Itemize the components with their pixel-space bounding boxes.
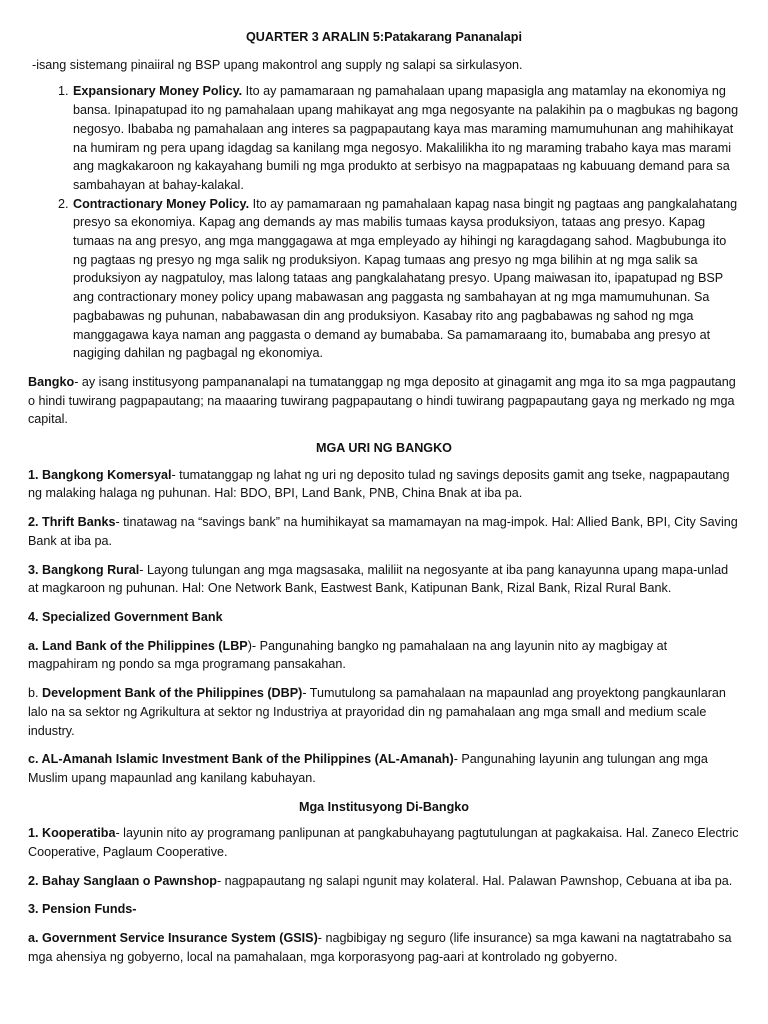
komersyal-paragraph <box>28 466 740 503</box>
page-title: QUARTER 3 ARALIN 5:Patakarang Pananalapi <box>246 30 522 44</box>
gsis-paragraph <box>28 929 740 966</box>
kooperatiba-text: - layunin nito ay programang panlipunan at pangkabuhayang pagtutulungan at pagkakaisa. Hal. Zaneco Electric Cooperative, Paglaum Cooperative. <box>28 826 739 860</box>
policy-text: Ito ay pamamaraan ng pamahalaan upang mapasigla ang matamlay na ekonomiya ng bansa. Ipinapatupad ito ng pamahalaan upang mahikayat ang mga negosyante na palakihin pa o magbukas ng bagong negosyo. Ibababa ng pamahalaan ang interes sa pagpapautang kaya mas maraming mamumuhunan ang mahihikayat na humiram ng pera upang idagdag sa kanilang mga negosyo. Makalilikha ito ng maraming trabaho kaya mas marami ang magkakaroon ng kakayahang bumili ng mga produkto at serbisyo na magpapataas ng kabuuang demand para sa sambahayan at bahay-kalakal. <box>73 84 739 192</box>
bangko-paragraph <box>28 373 740 429</box>
dbp-paragraph <box>28 684 740 740</box>
gsis-text: - nagbibigay ng seguro (life insurance) sa mga kawani na nagtatrabaho sa mga ahensiya ng gobyerno, local na pamahalaan, mga korporasyong pag-aari at kontrolado ng gobyerno. <box>28 931 732 964</box>
uri-heading: MGA URI NG BANGKO <box>316 441 452 456</box>
policy-term: Contractionary Money Policy. <box>73 196 250 211</box>
amanah-term: c. AL-Amanah Islamic Investment Bank of the Philippines (AL-Amanah) <box>28 752 454 767</box>
policy-list <box>28 82 740 363</box>
policy-term: Expansionary Money Policy. <box>73 84 243 99</box>
gsis-term: a. Government Service Insurance System (GSIS) <box>28 931 318 946</box>
specialized-heading <box>28 608 740 627</box>
komersyal-term: 1. Bangkong Komersyal <box>28 467 172 482</box>
specialized-term: 4. Specialized Government Bank <box>28 609 223 624</box>
policy-item-contractionary <box>72 195 740 363</box>
pension-term: 3. Pension Funds- <box>28 902 137 917</box>
bangko-text: - ay isang institusyong pampananalapi na tumatanggap ng mga deposito at ginagamit ang mga ito sa mga pagpautang o hindi tuwirang pagpapautang; na maaaring tuwirang pagpapautang o hindi tuwirang pagpapautang gaya ng merkado ng mga capital. <box>28 374 736 427</box>
bangko-term: Bangko <box>28 374 75 389</box>
pension-heading <box>28 900 740 919</box>
dbp-prefix: b. <box>28 686 43 701</box>
sanglaan-text: - nagpapautang ng salapi ngunit may kolateral. Hal. Palawan Pawnshop, Cebuana at iba pa. <box>216 873 733 888</box>
rural-paragraph <box>28 561 740 598</box>
definition-text: -isang sistemang pinaiiral ng BSP upang makontrol ang supply ng salapi sa sirkulasyon. <box>32 57 523 72</box>
thrift-paragraph <box>28 513 740 550</box>
lbp-text: )- Pangunahing bangko ng pamahalaan na ang layunin nito ay magbigay at magpahiram ng pondo sa mga programang pansakahan. <box>28 638 668 672</box>
rural-term: 3. Bangkong Rural <box>28 562 140 577</box>
policy-item-expansionary <box>72 82 740 194</box>
kooperatiba-paragraph <box>28 824 740 861</box>
sanglaan-paragraph <box>28 872 740 891</box>
sanglaan-term: 2. Bahay Sanglaan o Pawnshop <box>28 873 217 888</box>
komersyal-text: - tumatanggap ng lahat ng uri ng deposito tulad ng savings deposits gamit ang tseke, nagpapautang ng malaking halaga ng puhunan. Hal: BDO, BPI, Land Bank, PNB, China Bnak at iba pa. <box>28 467 730 501</box>
lbp-term: a. Land Bank of the Philippines (LBP <box>28 638 248 653</box>
thrift-term: 2. Thrift Banks <box>28 515 116 530</box>
thrift-text: - tinatawag na “savings bank” na humihikayat sa mamamayan na mag-impok. Hal: Allied Bank, BPI, City Saving Bank at iba pa. <box>28 515 738 548</box>
amanah-paragraph <box>28 750 740 787</box>
dbp-term: Development Bank of the Philippines (DBP) <box>42 686 303 701</box>
dbp-text: - Tumutulong sa pamahalaan na mapaunlad ang proyektong pangkaunlaran lalo na sa sektor ng Agrikultura at sektor ng Industriya at prayoridad din ng pamahalaan ang mga small and medium scale industry. <box>28 686 726 738</box>
rural-text: - Layong tulungan ang mga magsasaka, maliliit na negosyante at iba pang kanayunna upang mapa-unlad at magkaroon ng puhunan. Hal: One Network Bank, Eastwest Bank, Katipunan Bank, Rizal Bank, Rizal Rural Bank. <box>28 562 729 596</box>
kooperatiba-term: 1. Kooperatiba <box>28 826 116 841</box>
lbp-paragraph <box>28 637 740 674</box>
amanah-text: - Pangunahing layunin ang tulungan ang mga Muslim upang mapaunlad ang kanilang kabuhayan. <box>28 752 708 785</box>
policy-text: Ito ay pamamaraan ng pamahalaan kapag nasa bingit ng pagtaas ang pangkalahatang presyo sa ekonomiya. Kapag ang demands ay mas mabilis tumaas kaysa produksiyon, tataas ang presyo. Kapag tumaas na ang presyo, ang mga manggagawa at mga empleyado ay hihingi ng karagdagang sahod. Magbubunga ito ng pagtaas ng presyo ng mga salik ng produksiyon. Kapag tumaas ang presyo ng mga bilihin at ng mga salik sa produksiyon ay nagpatuloy, mas lalong tataas ang pangkalahatang presyo. Upang maiwasan ito, ipapatupad ng BSP ang contractionary money policy upang mabawasan ang paggasta ng sambahayan at ng mga mamumuhunan. Sa pagbabawas ng puhunan, nababawasan din ang produksiyon. Kasabay rito ang pagbabawas ng sahod ng mga manggagawa kaya naman ang paggasta o demand ay bumababa. Sa pamamaraang ito, bumababa ang presyo at nagiging dahilan ng pagbagal ng ekonomiya. <box>73 196 738 361</box>
dibangko-heading: Mga Institusyong Di-Bangko <box>298 799 469 814</box>
